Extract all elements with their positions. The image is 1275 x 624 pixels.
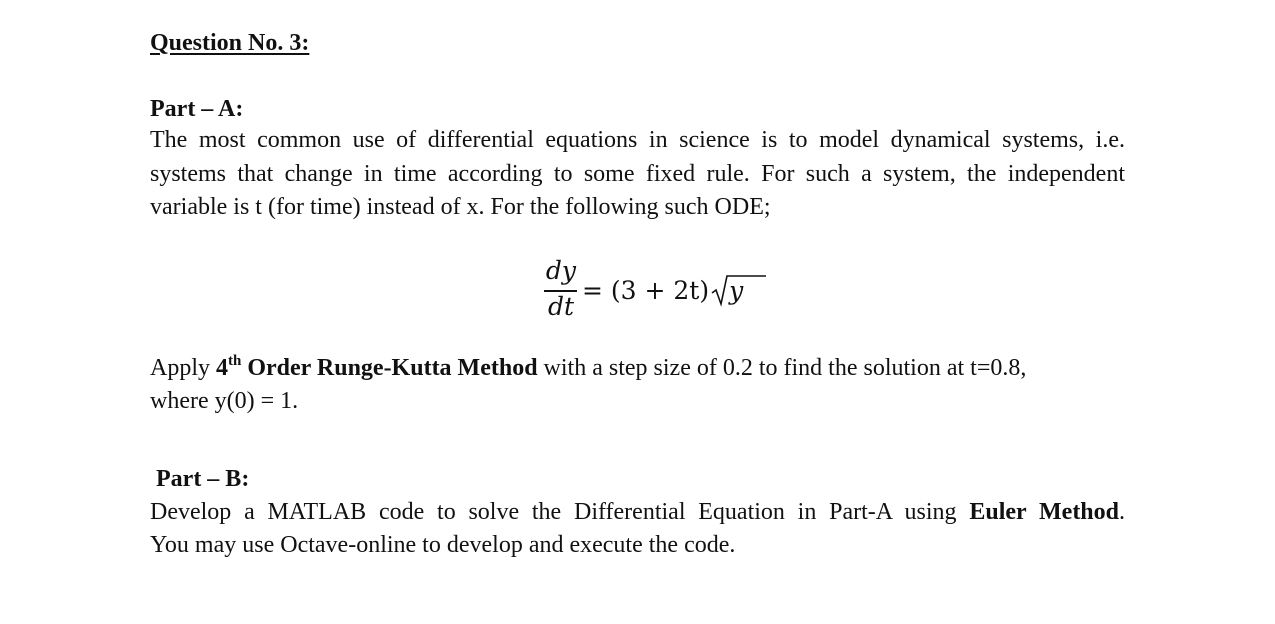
part-a-paragraph-line-2: systems that change in time according to some fixed rule. For such a system, the independent [150,161,1125,187]
part-a-heading: Part – A: [150,96,244,122]
equals-sign: = [582,276,603,305]
part-b-line-2: You may use Octave-online to develop and execute the code. [150,532,736,558]
fraction-numerator: dy [545,256,577,285]
task-prefix: Apply [150,355,216,381]
task-rest: with a step size of 0.2 to find the solution at t=0.8, [537,355,1027,381]
square-root [711,276,746,306]
rhs-factor: (3 + 2t) [610,276,710,305]
task-ordinal-suffix: th [228,353,242,369]
part-b-method: Euler Method [969,499,1120,525]
part-a-paragraph-line-3: variable is t (for time) instead of x. For the following such ODE; [150,194,771,220]
part-b-line-1-suffix: . [1119,499,1126,525]
equation-right-side [582,276,746,306]
part-a-task-line-1 [150,353,1026,383]
task-ordinal-number: 4 [216,355,228,381]
task-method: Order Runge-Kutta Method [241,355,538,381]
part-b-line-1 [150,496,1125,530]
radical-sign-icon [711,274,767,308]
question-title: Question No. 3: [150,30,310,56]
part-a-paragraph-line-1: The most common use of differential equations in science is to model dynamical systems, i.e. [150,127,1125,153]
radicand: y [729,276,744,305]
part-a-task-line-2: where y(0) = 1. [150,388,299,414]
part-b-line-1-prefix: Develop a MATLAB code to solve the Differential Equation in Part-A using [150,499,970,525]
fraction-denominator: dt [547,292,575,321]
part-b-heading: Part – B: [156,466,250,492]
